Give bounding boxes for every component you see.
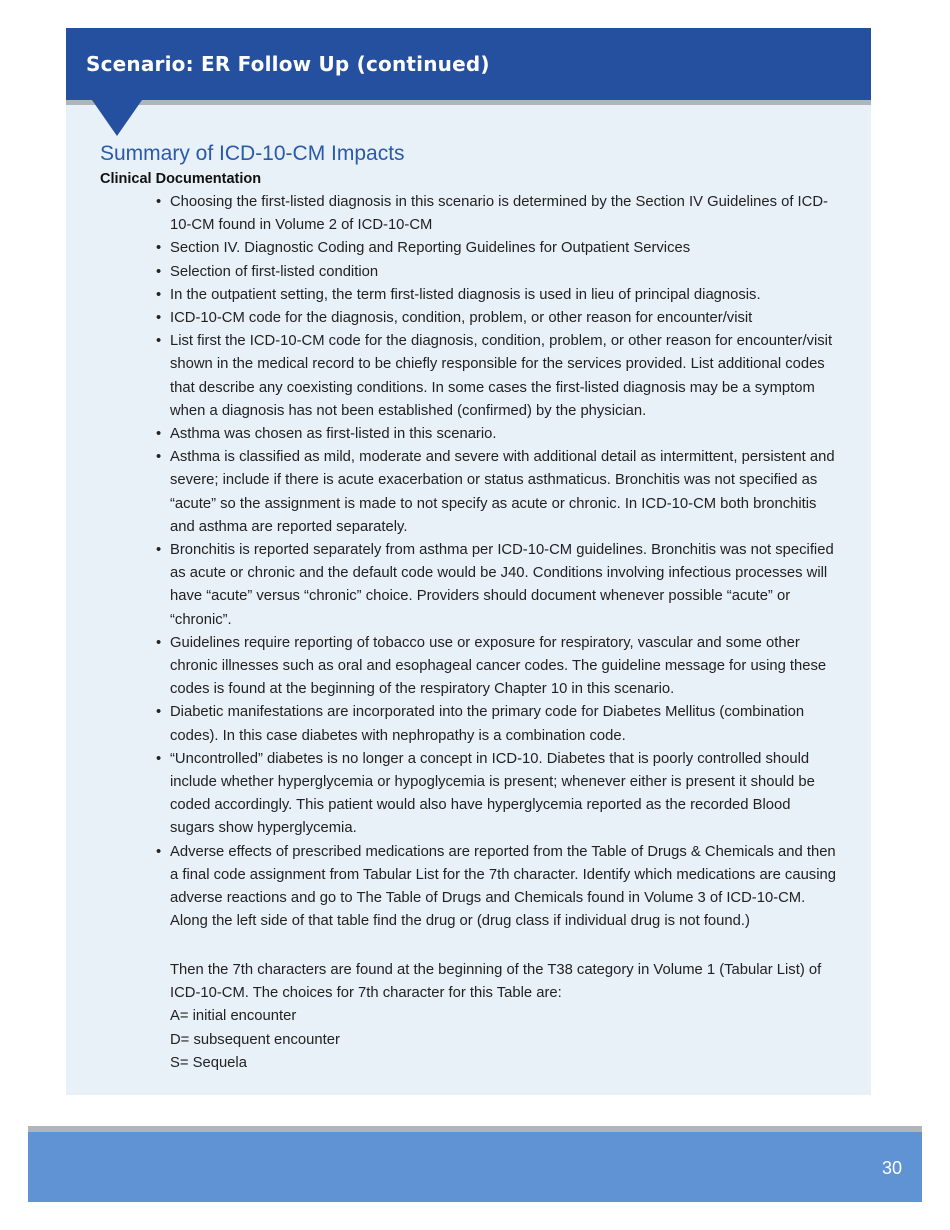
list-item: • Asthma is classified as mild, moderate and severe with additional detail as intermittent, persistent and severe; include if there is acute exacerbation or status asthmaticus. Bronchitis was not specified as “acute” so the assignment is made to not specify as acute or chronic. In ICD-10-CM both bronchitis and asthma are reported separately. <box>156 446 838 539</box>
list-item: • In the outpatient setting, the term first-listed diagnosis is used in lieu of principal diagnosis. <box>156 284 838 307</box>
header-rule <box>66 100 871 105</box>
seventh-character-option: D= subsequent encounter <box>170 1031 340 1048</box>
bullet-list <box>156 191 838 934</box>
section-subhead: Clinical Documentation <box>100 171 262 187</box>
list-item: • “Uncontrolled” diabetes is no longer a concept in ICD-10. Diabetes that is poorly controlled should include whether hyperglycemia or hypoglycemia is present; whenever either is present it should be coded accordingly. This patient would also have hyperglycemia reported as the recorded Blood sugars show hyperglycemia. <box>156 748 838 841</box>
seventh-character-block <box>170 959 838 1075</box>
list-item: • Bronchitis is reported separately from asthma per ICD-10-CM guidelines. Bronchitis was not specified as acute or chronic and the default code would be J40. Conditions involving infectious processes will have “acute” versus “chronic” choice. Providers should document whenever possible “acute” or “chronic”. <box>156 539 838 632</box>
seventh-character-option: S= Sequela <box>170 1054 247 1071</box>
seventh-character-intro: Then the 7th characters are found at the beginning of the T38 category in Volume 1 (Tabular List) of ICD-10-CM. The choices for 7th character for this Table are: <box>170 962 822 1002</box>
page-number: 30 <box>881 1158 902 1178</box>
page-title: Scenario: ER Follow Up (continued) <box>86 52 490 76</box>
list-item: • Asthma was chosen as first-listed in this scenario. <box>156 423 838 446</box>
list-item: • Section IV. Diagnostic Coding and Reporting Guidelines for Outpatient Services <box>156 237 838 260</box>
list-item: • Selection of first-listed condition <box>156 261 838 284</box>
list-item: • Adverse effects of prescribed medications are reported from the Table of Drugs & Chemicals and then a final code assignment from Tabular List for the 7th character. Identify which medications are causing adverse reactions and go to The Table of Drugs and Chemicals found in Volume 3 of ICD-10-CM. Along the left side of that table find the drug or (drug class if individual drug is not found.) <box>156 841 838 934</box>
list-item: • Diabetic manifestations are incorporated into the primary code for Diabetes Mellitus (combination codes). In this case diabetes with nephropathy is a combination code. <box>156 701 838 747</box>
header-pointer-triangle <box>92 100 142 136</box>
footer-bar <box>28 1132 922 1202</box>
seventh-character-option: A= initial encounter <box>170 1008 297 1025</box>
list-item: • Guidelines require reporting of tobacco use or exposure for respiratory, vascular and some other chronic illnesses such as oral and esophageal cancer codes. The guideline message for using these codes is found at the beginning of the respiratory Chapter 10 in this scenario. <box>156 632 838 702</box>
section-title: Summary of ICD-10-CM Impacts <box>100 142 405 165</box>
list-item: • List first the ICD-10-CM code for the diagnosis, condition, problem, or other reason for encounter/visit shown in the medical record to be chiefly responsible for the services provided. List additional codes that describe any coexisting conditions. In some cases the first-listed diagnosis may be a symptom when a diagnosis has not been established (confirmed) by the physician. <box>156 330 838 423</box>
list-item: • Choosing the first-listed diagnosis in this scenario is determined by the Section IV Guidelines of ICD-10-CM found in Volume 2 of ICD-10-CM <box>156 191 838 237</box>
list-item: • ICD-10-CM code for the diagnosis, condition, problem, or other reason for encounter/visit <box>156 307 838 330</box>
